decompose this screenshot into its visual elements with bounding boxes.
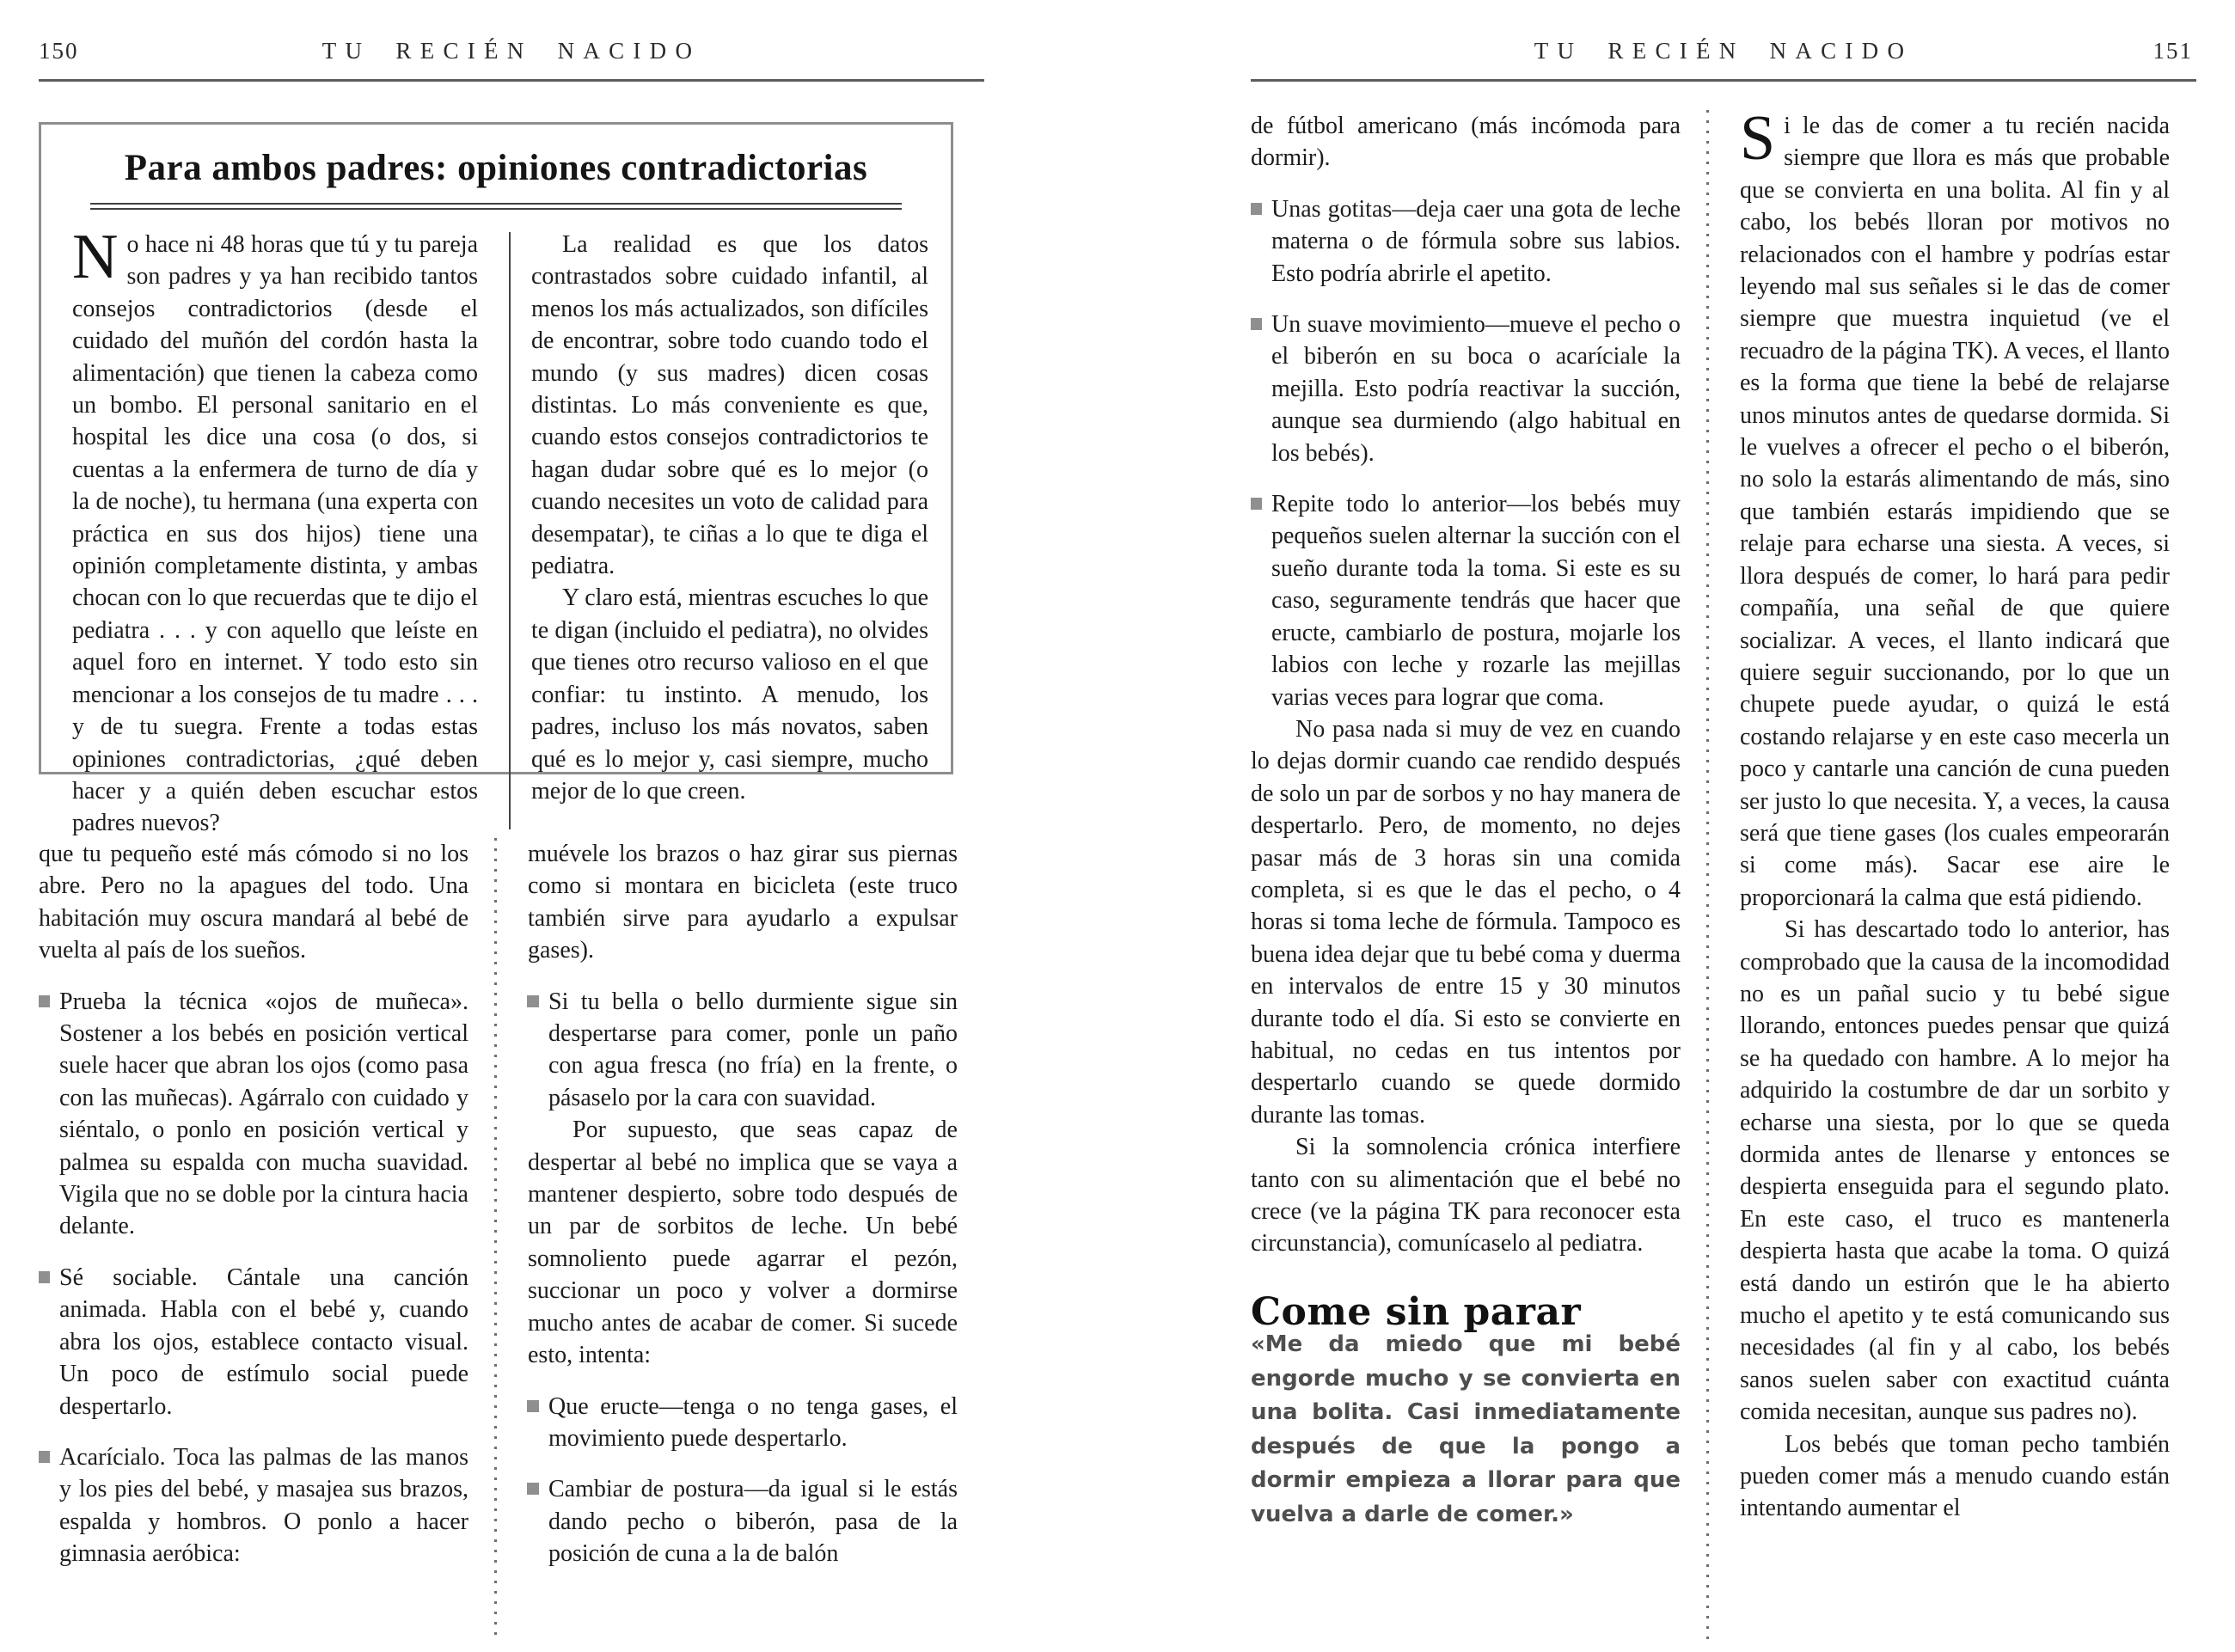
text-column-2 [1740, 103, 2170, 1525]
body-paragraph: Si la somnolencia crónica interfiere tanto con su alimentación que el bebé no crece (ve la página TK para reconocer esta circunstancia), comunícaselo al pediatra. [1251, 1134, 1681, 1257]
bullet-item [548, 986, 958, 1115]
page-150 [39, 26, 984, 1642]
body-paragraph-text: i le das de comer a tu recién nacida siempre que llora es más que probable que se convierta en una bolita. Al fin y al cabo, los bebés lloran por motivos no relacionados con el hambre y podrías estar leyendo mal sus señales si le das de comer siempre que muestra inquietud (ve el recuadro de la página TK). A veces, el llanto es la forma que tiene la bebé de relajarse unos minutos antes de quedarse dormida. Si le vuelves a ofrecer el pecho o el biberón, no solo la estarás alimentando de más, sino que también estarás impidiendo que se relaje para echarse una siesta. A veces, si llora después de comer, lo hará para pedir compañía, una señal de que quiere socializar. A veces, el llanto indicará que quiere seguir succionando, por lo que un chupete puede ayudar, o quizá le está costando relajarse y en este caso mecerla un poco y cantarle una canción de cuna pueden ser justo lo que necesita. Y, a veces, la causa será que tiene gases (los cuales empeorarán si come más). Sacar ese aire le proporcionará la calma que está pidiendo. [1740, 113, 2170, 911]
bullet-text: Que eructe—tenga o no tenga gases, el movimiento puede despertarlo. [548, 1392, 958, 1452]
column-divider-dotted [494, 838, 497, 1637]
text-column-1 [39, 838, 468, 1570]
box-column-1 [72, 222, 478, 840]
box-paragraph-text: o hace ni 48 horas que tú y tu pareja son padres y ya han recibido tantos consejos contradictorios (desde el cuidado del muñón del cordón hasta la alimentación) que tienen la cabeza como un bombo. El personal sanitario en el hospital les dice una cosa (o dos, si cuentas a la enfermera de turno de día y la de noche), tu hermana (una experta con práctica en sus dos hijos) tiene una opinión completamente distinta, y ambas chocan con lo que recuerdas que te dijo el pediatra . . . y con aquello que leíste en aquel foro en internet. Y todo esto sin mencionar a los consejos de tu madre . . . y de tu suegra. Frente a todas estas opiniones contradictorias, ¿qué deben hacer y a quién deben escuchar estos padres nuevos? [72, 231, 478, 837]
continuation-paragraph: que tu pequeño esté más cómodo si no los abre. Pero no la apagues del todo. Una habitación muy oscura mandará al bebé de vuelta al país de los sueños. [39, 841, 468, 964]
page-number: 150 [39, 38, 79, 64]
body-columns [39, 838, 984, 1637]
body-paragraph: Si has descartado todo lo anterior, has comprobado que la causa de la incomodidad no es un pañal sucio y tu bebé sigue llorando, entonces puedes pensar que quizá se ha quedado con hambre. A lo mejor ha adquirido la costumbre de dar un sorbito y echarse una siesta, por lo que se queda dormida antes de llenarse y entonces se despierta enseguida para el segundo plato. En este caso, el truco es mantenerla despierta hasta que acabe la toma. O quizá está dando un estirón que le ha abierto mucho el apetito y te está comunicando sus necesidades (al fin y al cabo, los bebés sanos suelen saber con exactitud cuánta comida necesitan, aunque sus padres no). [1740, 916, 2170, 1426]
bullet-item [1271, 488, 1681, 713]
dropcap-letter: S [1740, 103, 1776, 174]
bullet-text: Repite todo lo anterior—los bebés muy pequeños suelen alternar la succión con el sueño durante toda la toma. Si este es su caso, seguramente tendrás que hacer que eructe, cambiarlo de postura, mojarle los labios con leche y rozarle las mejillas varias veces para lograr que coma. [1271, 491, 1681, 711]
body-paragraph: No pasa nada si muy de vez en cuando lo dejas dormir cuando cae rendido después de solo un par de sorbos y no hay manera de despertarlo. Pero, de momento, no dejes pasar más de 3 horas sin una comida completa, si es que le das el pecho, o 4 horas si toma leche de fórmula. Tampoco es buena idea dejar que tu bebé coma y duerma en intervalos de entre 15 y 30 minutos durante todo el día. Si esto se convierte en habitual, no cedas en tus intentos por despertarlo cuando se quede dormido durante las tomas. [1251, 715, 1681, 1129]
bullet-text: Acarícialo. Toca las palmas de las manos y los pies del bebé, y masajea sus brazos, espalda y hombros. O ponlo a hacer gimnasia aeróbica: [59, 1443, 468, 1568]
bullet-square-icon [39, 995, 50, 1007]
header-rule [1251, 79, 2196, 82]
bullet-square-icon [527, 1483, 539, 1495]
bullet-text: Unas gotitas—deja caer una gota de leche materna o de fórmula sobre sus labios. Esto podría abrirle el apetito. [1271, 195, 1681, 287]
bullet-item [1271, 193, 1681, 290]
continuation-paragraph: muévele los brazos o haz girar sus piernas como si montara en bicicleta (este truco también sirve para ayudarlo a expulsar gases). [528, 841, 958, 964]
bullet-square-icon [39, 1451, 50, 1463]
text-column-1 [1251, 110, 1681, 1532]
bullet-item [1271, 309, 1681, 469]
body-columns [1251, 103, 2196, 1642]
box-paragraph: La realidad es que los datos contrastados sobre cuidado infantil, al menos los más actualizados, son difíciles de encontrar, sobre todo cuando todo el mundo (y sus madres) dicen cosas distintas. Lo más conveniente es que, cuando estos consejos contradictorios te hagan dudar sobre qué es lo mejor (o cuando necesites un voto de calidad para desempatar), te ciñas a lo que te diga el pediatra. [531, 231, 928, 580]
bullet-square-icon [527, 995, 539, 1007]
bullet-text: Cambiar de postura—da igual si le estás dando pecho o biberón, pasa de la posición de cuna a la de balón [548, 1476, 958, 1568]
bullet-item [59, 1262, 468, 1423]
bullet-square-icon [1251, 203, 1262, 215]
body-paragraph: Por supuesto, que seas capaz de despertar al bebé no implica que se vaya a mantener despierto, sobre todo después de un par de sorbitos de leche. Un bebé somnoliento puede agarrar el pezón, succionar un poco y volver a dormirse mucho antes de acabar de comer. Si sucede esto, intenta: [528, 1117, 958, 1369]
bullet-square-icon [1251, 498, 1262, 510]
bullet-text: Sé sociable. Cántale una canción animada. Habla con el bebé y, cuando abra los ojos, establece contacto visual. Un poco de estímulo social puede despertarlo. [59, 1263, 468, 1420]
box-title-double-rule [90, 203, 902, 210]
bullet-square-icon [1251, 318, 1262, 330]
bullet-text: Prueba la técnica «ojos de muñeca». Sostener a los bebés en posición vertical suele hacer que abran los ojos (como pasa con las muñecas). Agárralo con cuidado y siéntalo, o ponlo en posición vertical y palmea su espalda con mucha suavidad. Vigila que no se doble por la cintura hacia delante. [59, 988, 468, 1240]
body-paragraph [1740, 103, 2170, 914]
bullet-item [548, 1473, 958, 1569]
box-title: Para ambos padres: opiniones contradictorias [124, 148, 868, 188]
bullet-item [548, 1391, 958, 1455]
bullet-text: Un suave movimiento—mueve el pecho o el biberón en su boca o acaríciale la mejilla. Esto podría reactivar la succión, aunque sea durmiendo (algo habitual en los bebés). [1271, 311, 1681, 467]
bullet-text: Si tu bella o bello durmiente sigue sin despertarse para comer, ponle un paño con agua fresca (no fría) en la frente, o pásaselo por la cara con suavidad. [548, 988, 958, 1111]
page-number: 151 [2152, 38, 2193, 64]
continuation-paragraph: de fútbol americano (más incómoda para dormir). [1251, 113, 1681, 172]
bullet-item [59, 986, 468, 1243]
page-header-left [39, 26, 984, 74]
text-column-2 [528, 838, 958, 1570]
bullet-item [59, 1441, 468, 1570]
page-header-right [1251, 26, 2196, 74]
reader-quote: «Me da miedo que mi bebé engorde mucho y se convierta en una bolita. Casi inmediatamente después de que la pongo a dormir empieza a llorar para que vuelva a darle de comer.» [1251, 1331, 1681, 1527]
sidebar-box [39, 122, 953, 837]
column-divider-dotted [1706, 110, 1709, 1642]
dropcap-letter: N [72, 222, 119, 292]
box-paragraph [72, 222, 478, 840]
box-paragraph: Y claro está, mientras escuches lo que te digan (incluido el pediatra), no olvides que tienes otro recurso valioso en el que confiar: tu instinto. A menudo, los padres, incluso los más novatos, saben qué es lo mejor y, casi siempre, mucho mejor de lo que creen. [531, 584, 928, 805]
body-paragraph: Los bebés que toman pecho también pueden comer más a menudo cuando están intentando aumentar el [1740, 1430, 2170, 1522]
box-column-2 [511, 229, 928, 840]
header-rule [39, 79, 984, 82]
running-head: TU RECIÉN NACIDO [321, 38, 701, 64]
running-head: TU RECIÉN NACIDO [1534, 38, 1914, 64]
page-151 [1251, 26, 2196, 1642]
section-heading: Come sin parar [1251, 1289, 1582, 1334]
bullet-square-icon [527, 1400, 539, 1412]
bullet-square-icon [39, 1271, 50, 1283]
box-columns [41, 222, 951, 840]
